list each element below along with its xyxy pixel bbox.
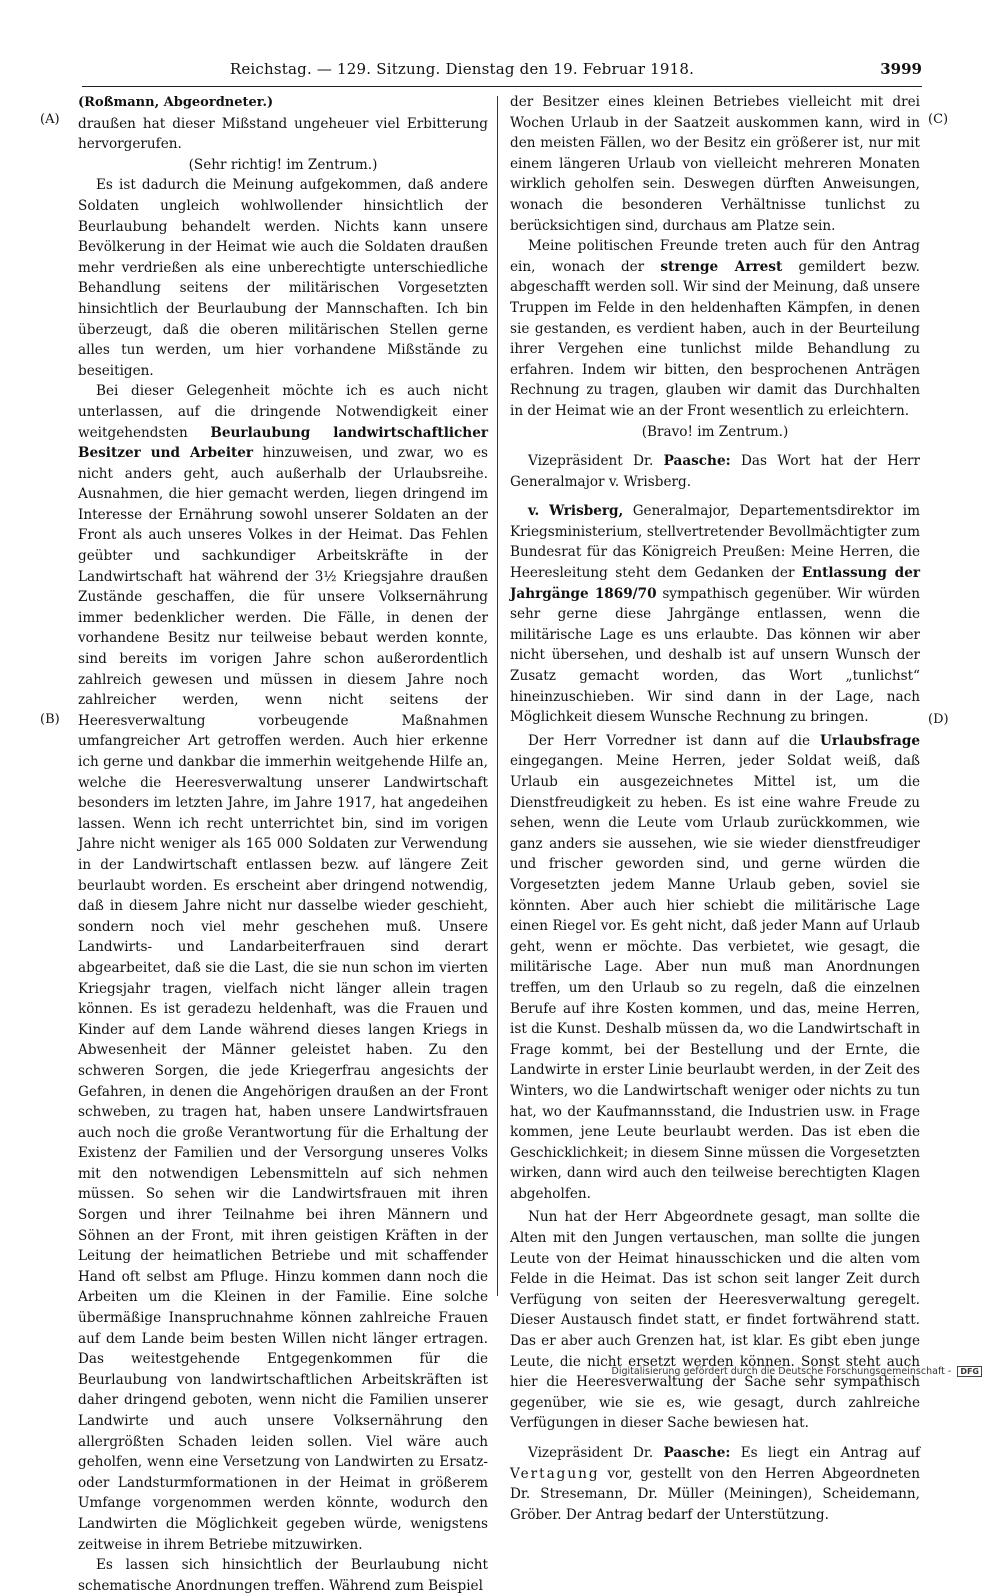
paragraph: der Besitzer eines kleinen Betriebes vielleicht mit drei Wochen Urlaub in der Saatzeit auskommen kann, wird in den meisten Fällen, wo der Besitz ein größerer ist, nur mit einem längeren Urlaub von vielleicht mehreren Monaten wirklich geholfen sein. Deswegen dürften Anweisungen, wonach die besonderen Verhältnisse tunlichst zu berücksichtigen sind, durchaus am Platze sein. [510, 94, 920, 234]
paragraph: Es lassen sich hinsichtlich der Beurlaubung nicht schematische Anordnungen treffen. Während zum Beispiel [78, 1557, 488, 1594]
speaker-label: (Roßmann, Abgeordneter.) [78, 95, 274, 110]
paragraph: Der Herr Vorredner ist dann auf die Urlaubsfrage eingegangen. Meine Herren, jeder Soldat weiß, daß Urlaub ein ausgezeichnetes Mittel ist, um die Dienstfreudigkeit zu heben. Es ist eine wahre Freude zu sehen, wenn die Leute vom Urlaub zurückkommen, wie ganz anders sie aussehen, wie sie wieder dienstfreudiger und frischer geworden sind, und gerne würden die Vorgesetzten jedem Manne Urlaub geben, soviel sie könnten. Aber auch hier schiebt die militärische Lage einen Riegel vor. Es geht nicht, daß jeder Mann auf Urlaub geht, wenn er möchte. Das verbietet, wie gesagt, die militärische Lage. Aber nun muß man Anordnungen treffen, um den Urlaub so zu regeln, daß die einzelnen Berufe auf ihre Kosten kommen, und das, meine Herren, ist die Kunst. Deshalb müssen da, wo die Landwirtschaft in Frage kommt, bei der Bestellung und der Ernte, die Landwirte in erster Linie beurlaubt werden, in der Zeit des Winters, wo die Landwirtschaft weniger oder nichts zu tun hat, wo der Kaufmannsstand, die Industrien usw. in Frage kommen, jene Leute beurlaubt werden. Das ist eben die Geschicklichkeit; in diesem Sinne müssen die Vorgesetzten wirken, dann wird auch den teilweise berechtigten Klagen abgeholfen. [510, 732, 920, 1202]
running-title: Reichstag. — 129. Sitzung. Dienstag den 19. Februar 1918. [229, 60, 695, 78]
column-divider [497, 96, 498, 1296]
footer [612, 1366, 982, 1377]
speaker-name: Paasche: [663, 1445, 731, 1461]
speaker-paragraph: v. Wrisberg, Generalmajor, Departementsdirektor im Kriegsministerium, stellvertretender Bevollmächtigter zum Bundesrat für das Königreich Preußen: Meine Herren, die Heeresleitung steht dem Gedanken der Entlassung der Jahrgänge 1869/70 sympathisch gegenüber. Wir würden sehr gerne diese Jahrgänge entlassen, wenn die militärische Lage es uns erlaubte. Das können wir aber nicht übersehen, und deshalb ist auf unsern Wunsch der Zusatz gemacht worden, das Wort „tunlichst“ hineinzuschieben. Wir sind dann in der Lage, nach Möglichkeit diesem Wunsche Rechnung zu bringen. [510, 503, 920, 726]
speaker-paragraph: Vizepräsident Dr. Paasche: Das Wort hat der Herr Generalmajor v. Wrisberg. [510, 453, 920, 490]
footer-text: Digitalisierung gefördert durch die Deutsche Forschungsgemeinschaft - [611, 1366, 952, 1377]
spaced-emphasis: Vertagung [510, 1465, 600, 1482]
speaker-name: Paasche: [663, 453, 731, 470]
applause-note: (Bravo! im Zentrum.) [641, 423, 789, 440]
page-number: 3999 [880, 60, 922, 78]
paragraph: Bei dieser Gelegenheit möchte ich es auch nicht unterlassen, auf die dringende Notwendigkeit einer weitgehendsten Beurlaubung landwirtschaftlicher Besitzer und Arbeiter hinzuweisen, und zwar, wo es nicht anders geht, auch außerhalb der Urlaubsreihe. Ausnahmen, die hier gemacht werden, liegen dringend im Interesse der Ernährung sowohl unserer Soldaten an der Front als auch unseres Volkes in der Heimat. Das Fehlen geübter und sachkundiger Arbeitskräfte in der Landwirtschaft hat während der 3½ Kriegsjahre draußen Zustände geschaffen, die für unsere Volksernährung immer bedenklicher werden. Die Fälle, in denen der vorhandene Besitz nur teilweise bebaut werden konnte, sind bereits im vorigen Jahre schon außerordentlich zahlreich gewesen und müssen in diesem Jahre noch zahlreicher werden, wenn nicht seitens der Heeresverwaltung vorbeugende Maßnahmen umfangreicher Art getroffen werden. Auch hier erkenne ich gerne und dankbar die immerhin weitgehende Hilfe an, welche die Heeresverwaltung unserer Landwirtschaft besonders im letzten Jahre, im Jahre 1917, hat angedeihen lassen. Wenn ich recht unterrichtet bin, sind im vorigen Jahre nicht weniger als 165 000 Soldaten zur Verwendung in der Landwirtschaft entlassen bezw. auf längere Zeit beurlaubt worden. Es erscheint aber dringend notwendig, daß in diesem Jahre nicht nur dasselbe wieder geschieht, sondern noch viel mehr geschehen muß. Unsere Landwirts- und Landarbeiterfrauen sind derart abgearbeitet, daß sie die Last, die sie nun schon im vierten Kriegsjahr tragen, vielfach nicht länger allein tragen können. Es ist geradezu heldenhaft, was die Frauen und Kinder auf dem Lande während dieses langen Kriegs in Abwesenheit der Männer geleistet haben. Zu den schweren Sorgen, die jede Kriegerfrau angesichts der Gefahren, in denen die Angehörigen draußen an der Front schweben, zu tragen hat, haben unsere Landwirtsfrauen auch noch die große Verantwortung für die Erhaltung der Existenz der Familien und der Versorgung unseres Volks mit den notwendigen Lebensmitteln auf sich nehmen müssen. So sehen wir die Landwirtsfrauen mit ihren Sorgen und ihrer Teilnahme bei ihren Männern und Söhnen an der Front, mit ihren geistigen Kräften in der Leitung der heimatlichen Betriebe und mit schaffender Hand oft selbst am Pfluge. Hinzu kommen dann noch die Arbeiten um die Kleinen in der Familie. Eine solche übermäßige Inanspruchnahme können zahlreiche Frauen auf dem Lande beim besten Willen nicht länger ertragen. Das weitestgehende Entgegenkommen für die Beurlaubung von landwirtschaftlichen Arbeitskräften ist daher dringend geboten, wenn nicht die Familien unserer Landwirte und auch unsere Volksernährung den allergrößten Schaden leiden sollen. Viel wäre auch geholfen, wenn eine Versetzung von Landwirten zu Ersatz- oder Landsturmformationen in der Heimat in größerem Umfange vorgenommen werden könnte, wodurch den Landwirten die Möglichkeit gegeben würde, wenigstens zeitweise in ihrem Betriebe mitzuwirken. [78, 383, 489, 1553]
emphasis: strenge Arrest [660, 258, 783, 275]
margin-marker-c: (C) [928, 112, 949, 127]
emphasis: Entlassung der Jahrgänge 1869/70 [510, 565, 920, 602]
emphasis: Urlaubsfrage [819, 732, 920, 749]
applause-note: (Sehr richtig! im Zentrum.) [188, 156, 378, 173]
header-rule [82, 86, 922, 87]
margin-marker-d: (D) [928, 712, 949, 727]
paragraph: draußen hat dieser Mißstand ungeheuer viel Erbitterung hervorgerufen. [78, 115, 488, 153]
emphasis: Beurlaubung landwirtschaftlicher Besitzer und Arbeiter [78, 424, 489, 462]
right-column [510, 92, 920, 1525]
left-column [78, 92, 488, 1596]
margin-marker-a: (A) [40, 112, 60, 127]
speaker-name: v. Wrisberg, [528, 503, 624, 520]
paragraph: Meine politischen Freunde treten auch für den Antrag ein, wonach der strenge Arrest gemildert bezw. abgeschafft werden soll. Wir sind der Meinung, daß unsere Truppen im Felde in den heldenhaften Kämpfen, in denen sie gestanden, es verdient haben, auch in der Beurteilung ihrer Vergehen eine tunlichst milde Behandlung zu erfahren. Indem wir bitten, den besprochenen Anträgen Rechnung zu tragen, glauben wir damit das Durchhalten in der Heimat wie an der Front wesentlich zu erleichtern. [510, 238, 920, 419]
paragraph: Nun hat der Herr Abgeordnete gesagt, man sollte die Alten mit den Jungen vertauschen, man sollte die jungen Leute von der Heimat hinausschicken und die alten vom Felde in die Heimat. Das ist schon seit langer Zeit durch Verfügung von seiten der Heeresverwaltung geregelt. Dieser Austausch findet statt, er findet fortwährend statt. Das er aber auch Grenzen hat, ist klar. Es gibt eben junge Leute, die nicht ersetzt werden können. Sonst steht auch hier die Heeresverwaltung der Sache sehr sympathisch gegenüber, wie sie es, wie gesagt, durch zahlreiche Verfügungen in dieser Sache bewiesen hat. [510, 1209, 920, 1432]
page-header [82, 60, 922, 82]
dfg-logo: DFG [957, 1366, 982, 1377]
speaker-paragraph: Vizepräsident Dr. Paasche: Es liegt ein Antrag auf Vertagung vor, gestellt von den Herren Abgeordneten Dr. Stresemann, Dr. Müller (Meiningen), Scheidemann, Gröber. Der Antrag bedarf der Unterstützung. [510, 1445, 920, 1523]
paragraph: Es ist dadurch die Meinung aufgekommen, daß andere Soldaten ungleich wohlwollender hinsichtlich der Beurlaubung behandelt werden. Nichts kann unsere Bevölkerung in der Heimat wie auch die Soldaten draußen mehr verdrießen als eine unberechtigte unterschiedliche Behandlung seitens der militärischen Vorgesetzten hinsichtlich der Beurlaubung der Mannschaften. Ich bin überzeugt, daß die oberen militärischen Stellen gerne alles tun werden, um hier vorhandene Mißstände zu beseitigen. [78, 177, 488, 379]
margin-marker-b: (B) [40, 712, 60, 727]
